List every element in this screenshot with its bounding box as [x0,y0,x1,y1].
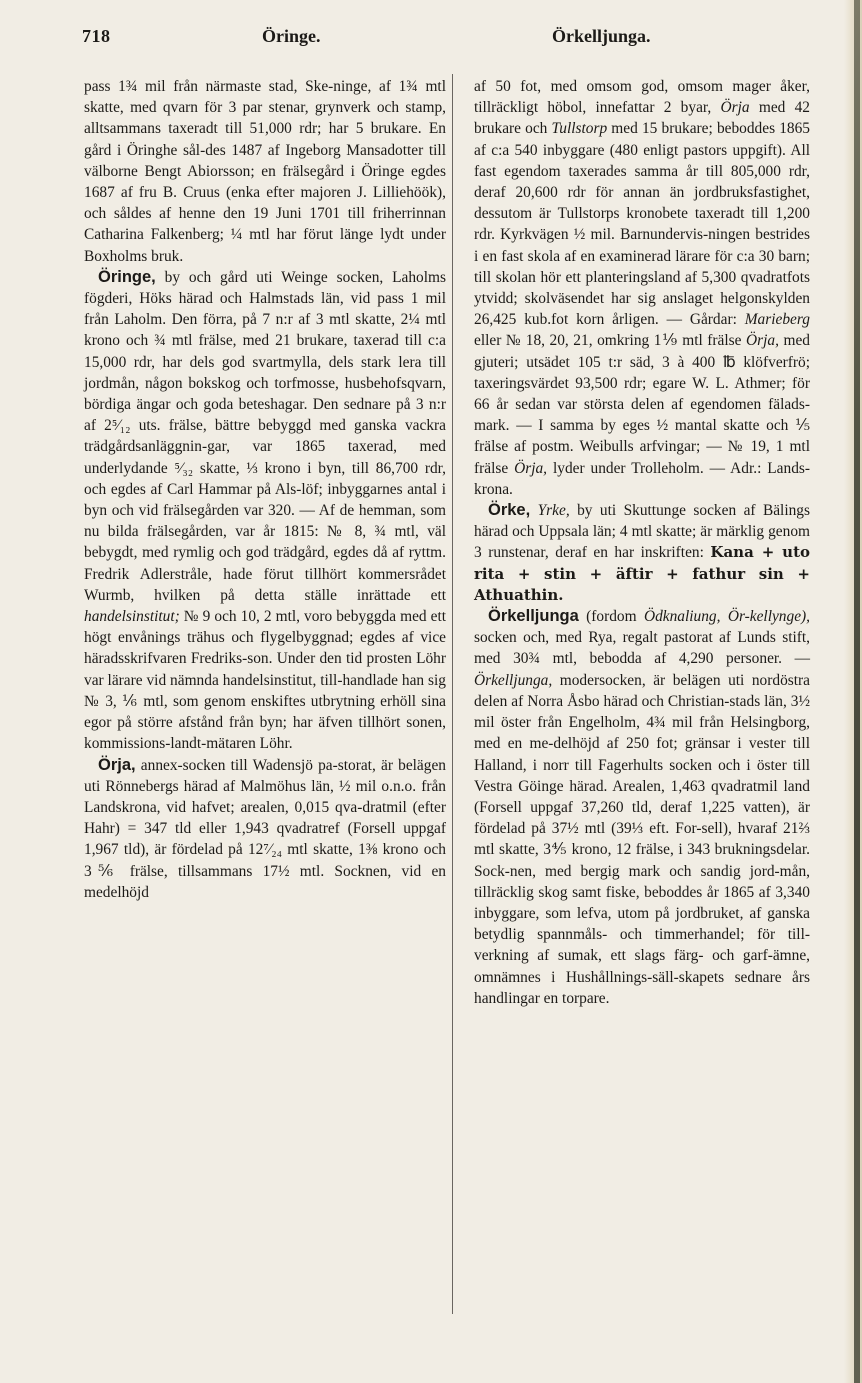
running-header [82,26,806,52]
entry-orke-text: by uti Skuttunge socken af Bälings härad och Uppsala län; 4 mtl skatte; är märklig genom 3 runstenar, deraf en har inskriften: [474,502,810,562]
entry-orkelljunga [474,606,810,1009]
right-column [474,76,810,1009]
orja-cont-it4: Örja, [746,332,779,350]
orja-cont-c: med 15 brukare; beboddes 1865 af c:a 540 inbyggare (480 enligt pastors uppgift). All fast egendom taxerades samma år till 805,000 rdr, deraf 20,600 rdr för annan än jordbruksfastighet, dessutom är Tullstorps kronobete taxeradt till 1,200 rdr. Kyrkvägen ½ mil. Barnundervis-ningen bestrides i en fast skola af en examinerad lärare för c:a 30 barn; till skolan hör ett planteringsland af 5,300 qvadratfots ytvidd; skolväsendet har sig anslaget helgonskylden 26,425 kub.fot korn årligen. — Gårdar: [474,120,811,329]
left-running-title: Öringe. [262,26,321,46]
orkelljunga-a: (fordom [578,608,644,626]
orkelljunga-it2: Örkelljunga, [474,671,553,689]
orja-cont-d: eller № 18, 20, 21, omkring 1⅑ mtl frälse [474,332,747,350]
continued-entry-text: pass 1¾ mil från närmaste stad, Ske-ninge, af 1¾ mtl skatte, med qvarn för 3 par stenar, grynverk och stamp, alltsammans taxeradt till 51,000 rdr; har 5 brukare. En gård i Öringhe sål-des 1487 af Ingeborg Mansadotter till välborne Bengt Abiorsson; en frälsegård i Öringe egdes 1687 af fru B. Cruus (enka efter majoren J. Lilliehöök), och såldes af henne den 19 Juni 1701 till friherrinnan Catharina Falkenberg; ¼ mtl har förut länge lydt under Boxholms bruk. [84,78,446,265]
orke-variant: Yrke, [530,502,570,520]
continued-orja-text [474,76,810,500]
left-column [84,76,446,903]
orja-cont-e: med gjuteri; utsädet 105 t:r säd, 3 à 400 ℔ klöfverfrö; taxeringsvärdet 93,500 rdr; egare W. L. Athmer; för 66 år sedan var största delen af egendomen fälads-mark. — I samma by eges ½ mantal skatte och ⅕ frälse af postm. Weibulls arfvingar; — № 19, 1 mtl frälse [474,332,810,477]
headword-orkelljunga: Örkelljunga [488,607,579,626]
orja-cont-it5: Örja, [514,459,548,477]
right-running-title: Örkelljunga. [552,26,651,46]
entry-orke [474,500,810,606]
headword-oringe: Öringe, [98,267,156,286]
orja-cont-a: af 50 fot, med omsom god, omsom mager åker, tillräckligt höbol, innefattar 2 byar, [474,78,810,117]
entry-orja-text: annex-socken till Wadensjö pa-storat, är belägen uti Rönnebergs härad af Malmöhus län, ½ mil o.n.o. från Landskrona, vid hafvet; arealen, 0,015 qva-dratmil (efter Hahr) = 347 tld eller 1,943 qvadratref (Forsell uppgaf 1,967 tld), är fördelad på 12⁷⁄₂₄ mtl skatte, 1⅜ krono och 3⅚ frälse, tillsammans 17½ mtl. Socknen, vid en medelhöjd [84,756,446,901]
orkelljunga-c: modersocken, är belägen uti nordöstra delen af Norra Åsbo härad och Christian-stads län, 3½ mil öster från Engelholm, 4¾ mil från Helsingborg, med en me-delhöjd af 250 fot; gränsar i vester till Halland, i norr till Fagerhults socken och i öster till Vestra Göinge härad. Arealen, 1,463 qvadratmil land (Forsell uppgaf 37,260 tld, deraf 1,225 vatten), är fördelad på 37½ mtl (39⅓ eft. For-sell), hvaraf 21⅔ mtl skatte, 3⅘ krono, 12 frälse, i 343 brukningsdelar. Sock-nen, med bergig mark och sandig jord-mån, tillräcklig skog samt fiske, beboddes år 1865 af 3,340 inbyggare, som lefva, utom på jordbruket, af ganska betydlig spannmåls- och timmerhandel; för till-verkning af sumak, ett slags färg- och garf-ämne, omnämnes i Hushållnings-säll-skapets sednare års handlingar en torpare. [474,671,810,1007]
orkelljunga-b: socken och, med Rya, regalt pastorat af Lunds stift, med 30¾ mtl, bebodda af 4,290 personer. — [474,629,810,668]
binding-shadow [854,0,860,1383]
entry-oringe [84,267,446,755]
entry-oringe-italic: handelsinstitut; [84,608,180,626]
headword-orke: Örke, [488,501,531,520]
entry-oringe-text-b: № 9 och 10, 2 mtl, voro bebyggda med ett högt envånings trähus och flygelbyggnad; egdes af vice häradsskrifvaren Fredriks-son. Under den tid prosten Löhr var lärare vid nämnda handelsinstitut, till-handlade han sig № 3, ⅙ mtl, som genom enskiftes utbrytning erhöll sina egor på större afstånd från byn; har äfven tillhört sonen, kommissions-landt-mätaren Löhr. [84,608,446,753]
orja-cont-f: lyder under Trolleholm. — Adr.: Lands-krona. [474,459,810,498]
headword-orja: Örja, [98,755,136,774]
orja-cont-it2: Tullstorp [551,120,608,138]
orkelljunga-it1: Ödknaliung, Ör-kellynge), [643,608,810,626]
page-number: 718 [82,26,111,46]
orja-cont-it1: Örja [720,99,750,117]
orja-cont-b: med 42 brukare och [474,99,810,138]
column-divider [452,74,453,1314]
entry-oringe-text-a: by och gård uti Weinge socken, Laholms fögderi, Höks härad och Halmstads län, vid pass 1 mil från Laholm. Den förra, på 7 n:r af 3 mtl skatte, 2¼ mtl krono och ¾ mtl frälse, med 21 brukare, taxerad till c:a 15,000 rdr, har dels god svartmylla, dels stark lera till jordmån, någon bokskog och torfmosse, husbehofsqvarn, bördiga ängar och goda beteshagar. Den sednare på 3 n:r af 2⁵⁄₁₂ uts. frälse, bättre bebyggd med ganska vackra trädgårdsanläggnin-gar, var 1865 taxerad, med underlydande ⁵⁄₃₂ skatte, ⅓ krono i byn, till 86,700 rdr, och egdes af Carl Hammar på Als-löf; inbyggarnes antal i byn och vid frälsegården var 320. — Af de hemman, som nu bilda frälsegården, var år 1815: № 8, ¾ mtl, väl bebygdt, med rymlig och god trädgård, egdes då af ryttm. Fredrik Adlerstråle, hade förut tillhört kommersrådet Wurmb, hvilken på detta ställe inrättade ett [84,268,446,604]
entry-orja [84,755,446,903]
runic-inscription: Kana + uto rita + stin + äftir + fathur sin + Athuathin. [474,543,810,604]
orja-cont-it3: Marieberg [744,311,810,329]
